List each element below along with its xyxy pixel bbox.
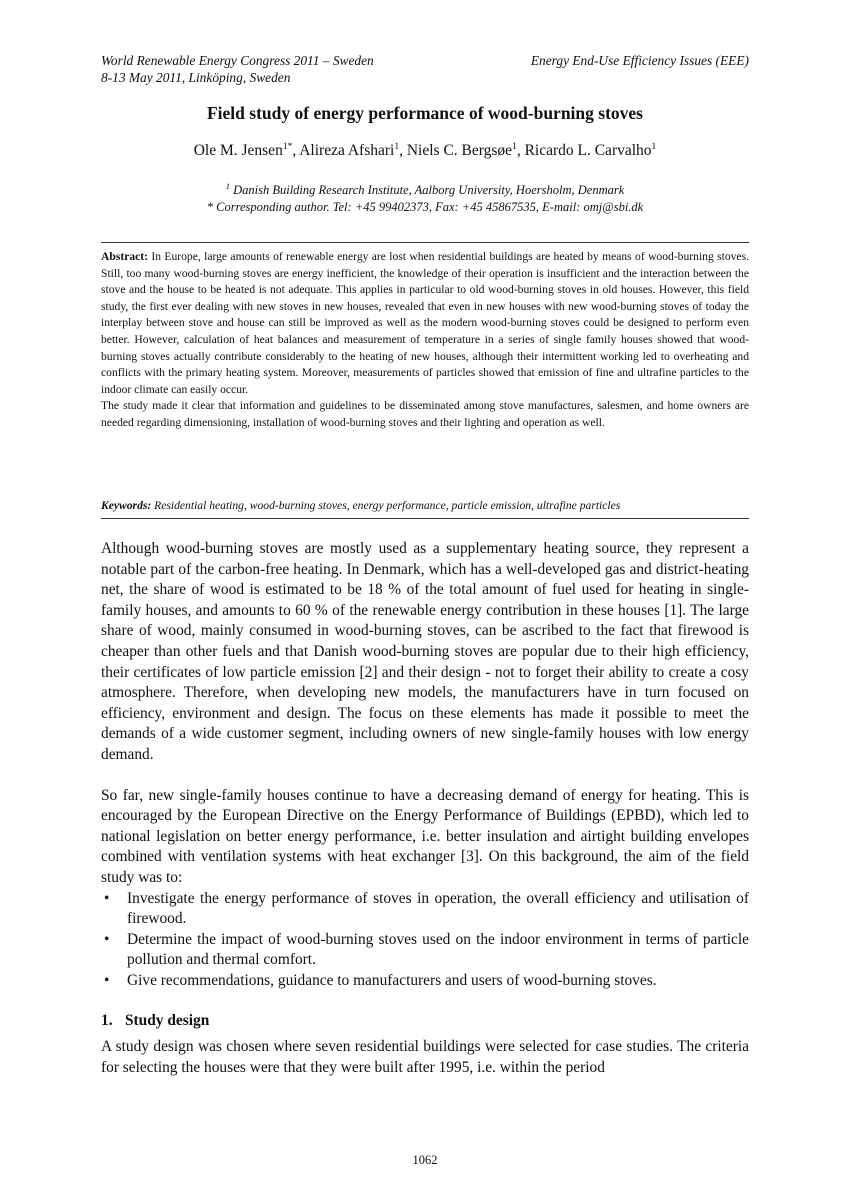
corresponding-author: * Corresponding author. Tel: +45 99402373, Fax: +45 45867535, E-mail: omj@sbi.dk: [206, 199, 644, 214]
author-name: Ricardo L. Carvalho: [524, 142, 652, 160]
section-title: Study design: [125, 1012, 210, 1030]
body-paragraph: Although wood-burning stoves are mostly used as a supplementary heating source, they represent a notable part of the carbon-free heating. In Denmark, which has a well-developed gas and district-heating net, the share of wood is estimated to be 18 % of the total amount of fuel used for heating in single-family houses, and amounts to 60 % of the renewable energy contribution in these houses [1]. The large share of wood, mainly consumed in wood-burning stoves, can be ascribed to the fact that firewood is cheaper than other fuels and that Danish wood-burning stoves are popular due to their high efficiency, their certificates of low particle emission [2] and their design - not to forget their ability to create a cosy atmosphere. Therefore, when developing new models, the manufacturers have in turn focused on efficiency, environment and design. The focus on these elements has made it possible to meet the demands of a wide customer segment, including owners of new single-family houses with low energy demand.: [101, 540, 749, 763]
keywords-label: Keywords:: [101, 499, 152, 512]
conference-name: World Renewable Energy Congress 2011 – Sweden: [101, 53, 374, 68]
author-affil-mark: 1*: [282, 142, 293, 152]
body-paragraph: A study design was chosen where seven residential buildings were selected for case studies. The criteria for selecting the houses were that they were built after 1995, i.e. within the period: [101, 1038, 749, 1076]
abstract-text: In Europe, large amounts of renewable energy are lost when residential buildings are heated by means of wood-burning stoves. Still, too many wood-burning stoves are energy inefficient, the knowledge of their operation is insufficient and the interaction between the stove and the house to be heated is not adequate. This applies in particular to old wood-burning stoves in old houses. However, this field study, the first ever dealing with new stoves in new houses, revealed that even in new houses with new wood-burning stoves of today the interplay between stove and house can still be improved as well as the modern wood-burning stoves could be designed to perform even better. However, calculation of heat balances and measurement of temperature in a series of single family houses showed that wood-burning stoves actually contribute considerably to the heating of new houses, although their intermittent working led to overheating and conflicts with the primary heating system. Moreover, measurements of particles showed that emission of fine and ultrafine particles to the indoor climate can easily occur.: [101, 250, 749, 396]
abstract-paragraph: The study made it clear that information and guidelines to be disseminated among stove manufactures, salesmen, and home owners are needed regarding dimensioning, installation of wood-burning stoves and their lighting and operation as well.: [101, 399, 749, 429]
bullet-icon: •: [104, 889, 110, 907]
running-header-track: Energy End-Use Efficiency Issues (EEE): [530, 53, 749, 68]
list-item-text: Give recommendations, guidance to manufacturers and users of wood-burning stoves.: [127, 971, 657, 989]
running-header-left: [101, 52, 374, 86]
affiliation-mark: 1: [225, 181, 230, 191]
author-separator: ,: [292, 142, 300, 160]
affiliations: [101, 178, 749, 215]
author-list: [101, 142, 749, 160]
section-number: 1.: [101, 1012, 113, 1030]
abstract-top-rule: [101, 242, 749, 243]
author-separator: ,: [516, 142, 525, 160]
abstract: [101, 249, 749, 432]
keywords: [101, 498, 749, 514]
body-paragraph: So far, new single-family houses continue to have a decreasing demand of energy for heating. This is encouraged by the European Directive on the Energy Performance of Buildings (EPBD), which led to national legislation on better energy performance, i.e. better insulation and airtight building envelopes combined with ventilation systems with heat exchanger [3]. On this background, the aim of the field study was to:: [101, 786, 749, 886]
abstract-label: Abstract:: [101, 250, 149, 263]
list-item: [101, 971, 749, 992]
author-name: Ole M. Jensen: [193, 142, 283, 160]
author-name: Niels C. Bergsøe: [406, 142, 513, 160]
author-separator: ,: [399, 142, 407, 160]
author-name: Alireza Afshari: [299, 142, 395, 160]
abstract-bottom-rule: [101, 518, 749, 519]
section-heading: [101, 1011, 749, 1032]
aims-list: [101, 889, 749, 992]
body-text: [101, 539, 749, 1078]
bullet-icon: •: [104, 930, 110, 948]
list-item-text: Determine the impact of wood-burning stoves used on the indoor environment in terms of particle pollution and thermal comfort.: [127, 930, 749, 969]
author-affil-mark: 1: [512, 142, 517, 152]
author-affil-mark: 1: [394, 142, 400, 152]
list-item: [101, 930, 749, 971]
list-item-text: Investigate the energy performance of stoves in operation, the overall efficiency and utilisation of firewood.: [127, 889, 749, 928]
affiliation-text: Danish Building Research Institute, Aalborg University, Hoersholm, Denmark: [229, 183, 625, 198]
abstract-paragraph: [101, 249, 749, 398]
affiliation-line: [101, 178, 749, 199]
page-number: 1062: [412, 1153, 438, 1167]
author-affil-mark: 1: [651, 142, 657, 152]
paper-title: Field study of energy performance of wood-burning stoves: [206, 103, 643, 123]
conference-dates: 8-13 May 2011, Linköping, Sweden: [101, 70, 291, 85]
bullet-icon: •: [104, 971, 110, 989]
list-item: [101, 889, 749, 930]
keywords-text: Residential heating, wood-burning stoves, energy performance, particle emission, ultrafine particles: [151, 499, 621, 512]
